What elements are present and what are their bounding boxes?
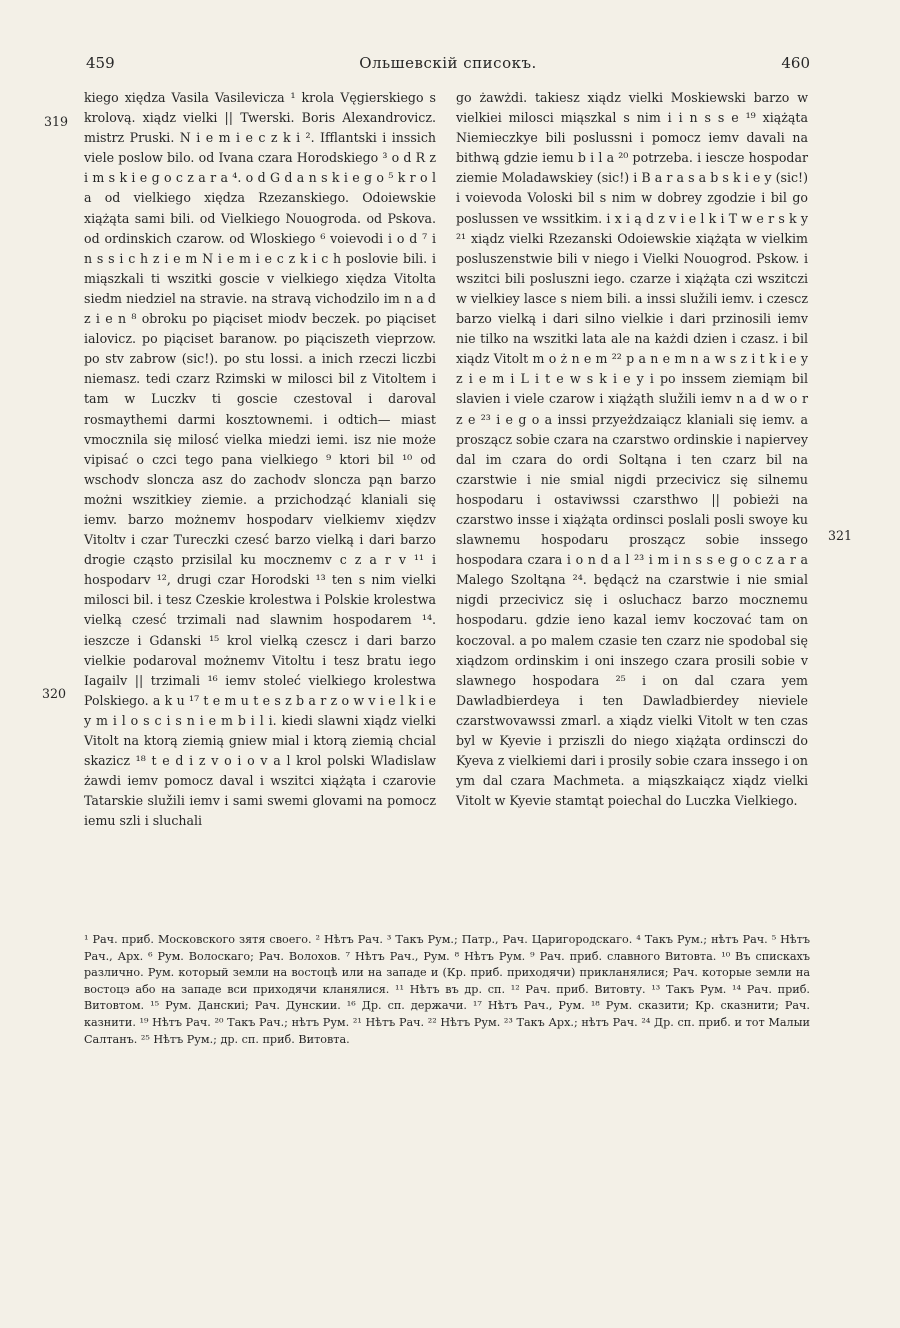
page-number-left: 459 — [86, 54, 115, 72]
footnote-text: ¹ Рач. приб. Московского зятя своего. ² Нѣтъ Рач. ³ Такъ Рум.; Патр., Рач. Царигородскаго. ⁴ Такъ Рум.; нѣтъ Рач. ⁵ Нѣтъ Рач., Арх. ⁶ Рум. Волоскаго; Рач. Волохов. ⁷ Нѣтъ Рач., Рум. ⁸ Нѣтъ Рум. ⁹ Рач. приб. славного Витовта. ¹⁰ Въ спискахъ различно. Рум. который земли на востоцѣ или на западе и (Кр. приб. приходячи) прикланялися; Рач. которые земли на востоцэ або на западе вси приходячи кланялися. ¹¹ Нѣтъ въ др. сп. ¹² Рач. приб. Витовту. ¹³ Такъ Рум. ¹⁴ Рач. приб. Витовтом. ¹⁵ Рум. Данскиі; Рач. Дунскии. ¹⁶ Др. сп. держачи. ¹⁷ Нѣтъ Рач., Рум. ¹⁸ Рум. сказити; Кр. сказнити; Рач. казнити. ¹⁹ Нѣтъ Рач. ²⁰ Такъ Рач.; нѣтъ Рум. ²¹ Нѣтъ Рач. ²² Нѣтъ Рум. ²³ Такъ Арх.; нѣтъ Рач. ²⁴ Др. сп. приб. и тот Малыи Салтанъ. ²⁵ Нѣтъ Рум.; др. сп. приб. Витовта. — [84, 933, 810, 1046]
margin-line-number: 321 — [828, 528, 853, 543]
text-column-right — [456, 88, 808, 811]
page-header — [86, 54, 810, 78]
text-column-left — [84, 88, 436, 831]
footnotes — [84, 932, 810, 1048]
body-paragraph: go żawżdi. takiesz xiądz vielki Moskiewski barzo w vielkiei milosci miąszkal s nim i i n s s e ¹⁹ xiążąta Niemieczkye bili poslussni i pomocz iemv davali na bithwą gdzie iemu b i l a ²⁰ potrzeba. i iescze hospodar ziemie Moladawskiey (sic!) i B a r a s a b s k i e y (sic!) i voievoda Voloski bil s nim w dobrey zgodzie i bil go poslussen ve wssitkim. i x i ą d z v i e l k i T w e r s k y ²¹ xiądz vielki Rzezanski Odoiewskie xiążąta w vielkim posluszenstwie bili v niego i Vielki Nouogrod. Pskow. i wszitci bili posluszni iego. czarze i xiążąta czi wszitczi w vielkiey lasce s niem bili. a inssi služili iemv. i czescz barzo vielką i dari silno vielkie i dari przinosili iemv nie tilko na wszitki lata ale na każdi dzien i czasz. i bil xiądz Vitolt m o ż n e m ²² p a n e m n a w s z i t k i e y z i e m i L i t e w s k i e y i po inssem ziemiąm bil slavien i viele czarow i xiążąth služili iemv n a d w o r z e ²³ i e g o a inssi przyeżdzaiącz klaniali się iemv. a proszącz sobie czara na czarstwo ordinskie i napiervey dal im czara do ordi Soltąna i ten czarz bil na czarstwie i nie smial nigdi przecivicz się silnemu hospodaru i ostaviwssi czarsthwo || pobieżi na czarstwo insse i xiążąta ordinsci poslali posli swoye ku slawnemu hospodaru prosząсz sobie inssego hospodara czara i o n d a l ²³ i m i n s s e g o c z a r a Malego Szoltąna ²⁴. będącż na czarstwie i nie smial nigdi przecivicz się i osluchacz barzo mocznemu hospodaru. gdzie ieno kazal iemv koczovać tam on koczoval. a po malem czasie ten czarz nie spodobal się xiądzom ordinskim i oni inszego czara prosili sobie v slawnego hospodara ²⁵ i on dal czara yem Dawladbierdeya i ten Dawladbierdey nieviele czarstwovawssi zmarl. a xiądz vielki Vitolt w ten czas byl w Kyevie i prziszli do niego xiążąta ordinsczi do Kyeva z vielkiemi dari i prosily sobie czara inssego i on ym dal czara Machmeta. a miąszkaiącz xiądz vielki Vitolt w Kyevie stamtąt poiechal do Luczka Vielkiego. — [456, 90, 808, 809]
running-title: Ольшевскій списокъ. — [359, 54, 537, 72]
page-number-right: 460 — [781, 54, 810, 72]
body-paragraph: kiego xiędza Vasila Vasilevicza ¹ krola Vęgierskiego s krolovą. xiądz vielki || Twerski. Boris Alexandrovicz. mistrz Pruski. N i e m i e c z k i ². Ifflantski i inssich viele poslow bilo. od Ivana czara Horodskiego ³ o d R z i m s k i e g o c z a r a ⁴. o d G d a n s k i e g o ⁵ k r o l a od vielkiego xiędza Rzezanskiego. Odoiewskie xiążąta sami bili. od Vielkiego Nouogroda. od Pskova. od ordinskich czarow. od Wloskiego ⁶ voievodi i o d ⁷ i n s s i c h z i e m N i e m i e c z k i c h poslovie bili. i miąszkali ti wszitki goscie v vielkiego xiędza Vitolta siedm niedziel na stravie. na stravą vichodzilo im n a d z i e n ⁸ obroku po piąciset miodv beczek. po piąciset ialovicz. po piąciset baranow. po piąciszeth vieprzow. po stv zabrow (sic!). po stu lossi. a inich rzeczi liczbi niemasz. tedi czarz Rzimski w milosci bil z Vitoltem i tam w Luczkv ti goscie czestoval i daroval rosmaythemi darmi kosztownemi. i odtich— miast vmocznila się milosć vielka miedzi iemi. isz nie może vipisać o czci tego pana vielkiego ⁹ ktori bil ¹⁰ od wschodv sloncza asz do zachodv sloncza pąn barzo możni wszitkiey ziemie. a przichodząć klaniali się iemv. barzo możnemv hospodarv vielkiemv xiędzv Vitoltv i czar Tureczki czesć barzo vielką i dari barzo drogie cząsto przisilal ku mocznemv c z a r v ¹¹ i hospodarv ¹², drugi czar Horodski ¹³ ten s nim vielki milosci bil. i tesz Czeskie krolestwa i Polskie krolestwa vielką czesć trzimali nad slawnim hospodarem ¹⁴. ieszcze i Gdanski ¹⁵ krol vielką czescz i dari barzo vielkie podaroval możnemv Vitoltu i tesz bratu iego Iagailv || trzimali ¹⁶ iemv stolеć vielkiego krolestwa Polskiego. a k u ¹⁷ t e m u t e s z b a r z o w v i e l k i e y m i l o s c i s n i e m b i l i. kiedi slawni xiądz vielki Vitolt na ktorą ziemią gniew mial i ktorą ziemią chcial skazicz ¹⁸ t e d i z v o i o v a l krol polski Wladislaw żawdi iemv pomocz daval i wszitci xiążąta i czarovie Tatarskie služili iemv i sami swemi glovami na pomocz iemu szli i sluchali — [84, 90, 436, 829]
margin-line-number: 319 — [44, 114, 69, 129]
margin-line-number: 320 — [42, 686, 67, 701]
